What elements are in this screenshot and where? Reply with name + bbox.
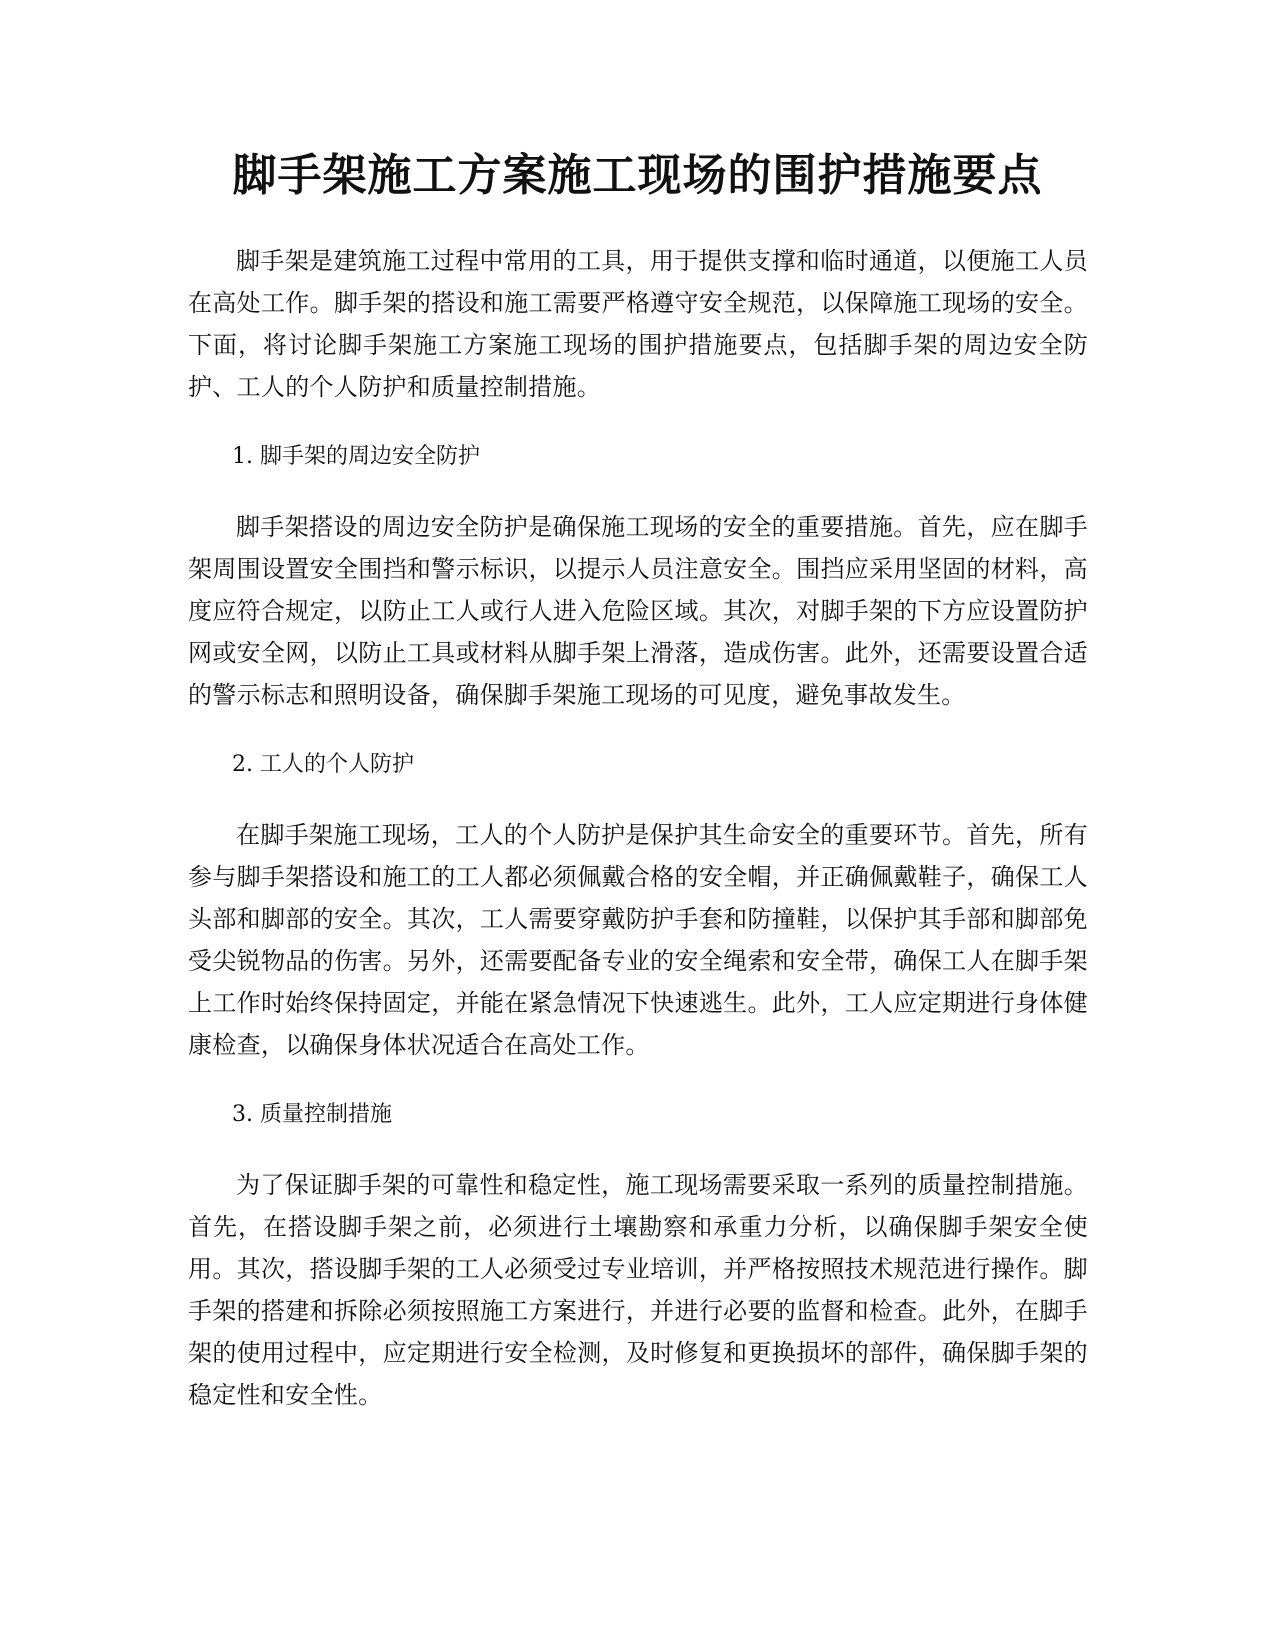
section-heading-3: 3. 质量控制措施 [232,1102,392,1127]
section-heading-1: 1. 脚手架的周边安全防护 [232,444,480,469]
section-body-3: 为了保证脚手架的可靠性和稳定性，施工现场需要采取一系列的质量控制措施。首先，在搭设脚手架之前，必须进行土壤勘察和承重力分析，以确保脚手架安全使用。其次，搭设脚手架的工人必须受过专业培训，并严格按照技术规范进行操作。脚手架的搭建和拆除必须按照施工方案进行，并进行必要的监督和检查。此外，在脚手架的使用过程中，应定期进行安全检测，及时修复和更换损坏的部件，确保脚手架的稳定性和安全性。 [188,1171,1088,1409]
section-body-2: 在脚手架施工现场，工人的个人防护是保护其生命安全的重要环节。首先，所有参与脚手架搭设和施工的工人都必须佩戴合格的安全帽，并正确佩戴鞋子，确保工人头部和脚部的安全。其次，工人需要穿戴防护手套和防撞鞋，以保护其手部和脚部免受尖锐物品的伤害。另外，还需要配备专业的安全绳索和安全带，确保工人在脚手架上工作时始终保持固定，并能在紧急情况下快速逃生。此外，工人应定期进行身体健康检查，以确保身体状况适合在高处工作。 [188,821,1088,1059]
section-heading-2: 2. 工人的个人防护 [232,752,414,777]
document-title: 脚手架施工方案施工现场的围护措施要点 [232,150,1043,201]
document-body [188,240,1088,1444]
intro-paragraph: 脚手架是建筑施工过程中常用的工具，用于提供支撑和临时通道，以便施工人员在高处工作。脚手架的搭设和施工需要严格遵守安全规范，以保障施工现场的安全。下面，将讨论脚手架施工方案施工现场的围护措施要点，包括脚手架的周边安全防护、工人的个人防护和质量控制措施。 [188,247,1088,401]
section-body-1: 脚手架搭设的周边安全防护是确保施工现场的安全的重要措施。首先，应在脚手架周围设置安全围挡和警示标识，以提示人员注意安全。围挡应采用坚固的材料，高度应符合规定，以防止工人或行人进入危险区域。其次，对脚手架的下方应设置防护网或安全网，以防止工具或材料从脚手架上滑落，造成伤害。此外，还需要设置合适的警示标志和照明设备，确保脚手架施工现场的可见度，避免事故发生。 [188,513,1088,709]
